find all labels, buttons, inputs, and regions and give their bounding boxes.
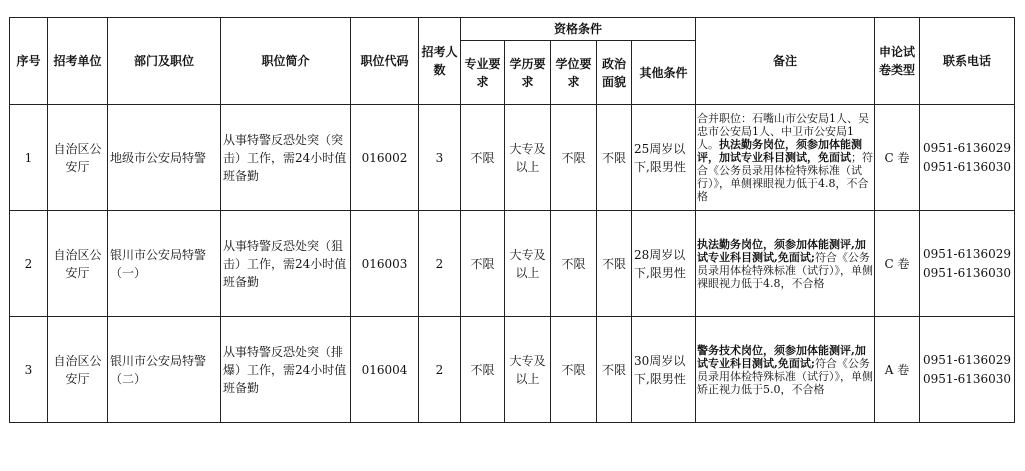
header-code: 职位代码 (351, 18, 419, 105)
cell-phone (920, 317, 1015, 423)
note-text: 符合《公务员录用体检特殊标准（试行）》，单侧矫正视力低于5.0，不合格 (697, 356, 874, 396)
header-degree: 学位要求 (551, 41, 597, 105)
phone-number: 0951-6136029 (923, 140, 1012, 155)
cell-note (696, 105, 875, 211)
cell-unit: 自治区公安厅 (48, 211, 108, 317)
cell-intro: 从事特警反恐处突（突击）工作，需24小时值班备勤 (221, 105, 351, 211)
cell-phone (920, 211, 1015, 317)
cell-education: 大专及以上 (505, 105, 551, 211)
cell-political: 不限 (597, 105, 632, 211)
header-dept: 部门及职位 (108, 18, 221, 105)
cell-paper-type: A 卷 (875, 317, 920, 423)
cell-dept: 银川市公安局特警（二） (108, 317, 221, 423)
cell-degree: 不限 (551, 105, 597, 211)
cell-education: 大专及以上 (505, 317, 551, 423)
header-unit: 招考单位 (48, 18, 108, 105)
header-intro: 职位简介 (221, 18, 351, 105)
header-phone: 联系电话 (920, 18, 1015, 105)
phone-number: 0951-6136030 (923, 371, 1012, 386)
header-major: 专业要求 (461, 41, 505, 105)
header-education: 学历要求 (505, 41, 551, 105)
note-emphasis: 执法勤务岗位，须参加体能测评，加试专业科目测试，免面试 (697, 138, 863, 164)
header-note: 备注 (696, 18, 875, 105)
cell-count: 2 (419, 317, 461, 423)
cell-major: 不限 (461, 105, 505, 211)
cell-degree: 不限 (551, 211, 597, 317)
header-qualifications: 资格条件 (461, 18, 696, 41)
note-text: 符合《公务员录用体检特殊标准（试行）》，单侧裸眼视力低于4.8，不合格 (697, 250, 874, 290)
header-paper-type: 申论试卷类型 (875, 18, 920, 105)
note-emphasis: 警务技术岗位，须参加体能测评,加试专业科目测试,免面试; (697, 343, 866, 370)
cell-paper-type: C 卷 (875, 105, 920, 211)
cell-major: 不限 (461, 317, 505, 423)
cell-note (696, 211, 875, 317)
cell-unit: 自治区公安厅 (48, 317, 108, 423)
phone-number: 0951-6136030 (923, 159, 1012, 174)
note-text: ；符合《公务员录用体检特殊标准（试行）》，单侧裸眼视力低于4.8，不合格 (697, 151, 874, 203)
cell-note (696, 317, 875, 423)
header-count: 招考人数 (419, 18, 461, 105)
cell-major: 不限 (461, 211, 505, 317)
cell-count: 3 (419, 105, 461, 211)
phone-number: 0951-6136030 (923, 265, 1012, 280)
cell-seq: 2 (10, 211, 48, 317)
cell-intro: 从事特警反恐处突（排爆）工作，需24小时值班备勤 (221, 317, 351, 423)
cell-count: 2 (419, 211, 461, 317)
table-row (10, 105, 1015, 211)
cell-political: 不限 (597, 317, 632, 423)
header-other: 其他条件 (632, 41, 696, 105)
cell-seq: 1 (10, 105, 48, 211)
cell-degree: 不限 (551, 317, 597, 423)
recruitment-table (9, 17, 1015, 423)
header-seq: 序号 (10, 18, 48, 105)
cell-unit: 自治区公安厅 (48, 105, 108, 211)
table-row (10, 211, 1015, 317)
note-emphasis: 执法勤务岗位，须参加体能测评,加试专业科目测试,免面试; (697, 237, 866, 264)
cell-intro: 从事特警反恐处突（狙击）工作，需24小时值班备勤 (221, 211, 351, 317)
cell-seq: 3 (10, 317, 48, 423)
cell-phone (920, 105, 1015, 211)
cell-paper-type: C 卷 (875, 211, 920, 317)
phone-number: 0951-6136029 (923, 352, 1012, 367)
phone-number: 0951-6136029 (923, 246, 1012, 261)
cell-other: 30周岁以下,限男性 (632, 317, 696, 423)
cell-code: 016004 (351, 317, 419, 423)
cell-political: 不限 (597, 211, 632, 317)
note-text: 合并职位：石嘴山市公安局1人、吴忠市公安局1人、中卫市公安局1人。 (697, 112, 870, 151)
cell-other: 25周岁以下,限男性 (632, 105, 696, 211)
cell-code: 016003 (351, 211, 419, 317)
cell-dept: 银川市公安局特警（一） (108, 211, 221, 317)
cell-education: 大专及以上 (505, 211, 551, 317)
cell-other: 28周岁以下,限男性 (632, 211, 696, 317)
cell-dept: 地级市公安局特警 (108, 105, 221, 211)
cell-code: 016002 (351, 105, 419, 211)
header-political: 政治面貌 (597, 41, 632, 105)
table-row (10, 317, 1015, 423)
